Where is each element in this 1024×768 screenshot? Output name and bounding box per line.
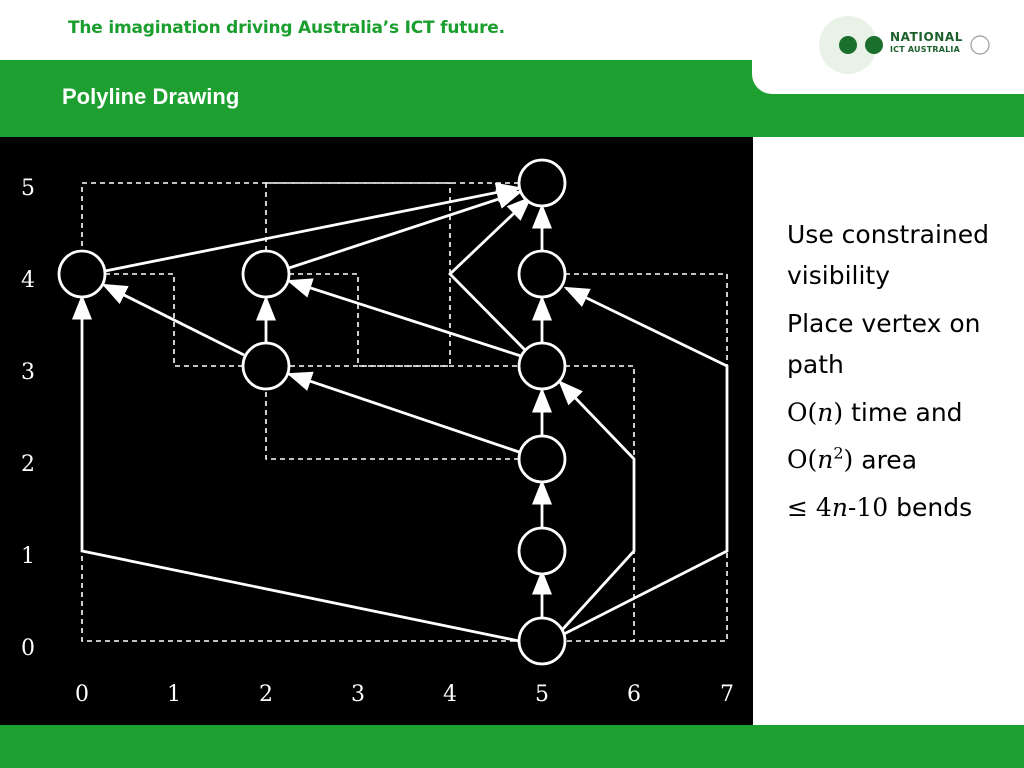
complexity-time <box>787 398 843 427</box>
bullet-list <box>787 214 1017 535</box>
edge-5-0-to-5-4 <box>564 288 727 634</box>
bullet-4 <box>787 487 1017 528</box>
x-label-3: 3 <box>351 682 365 707</box>
math-exponent: 2 <box>833 444 844 463</box>
math-var: n <box>831 493 848 523</box>
box-col-6 <box>565 366 634 641</box>
tagline: The imagination driving Australia’s ICT future. <box>68 18 505 38</box>
x-label-1: 1 <box>167 682 181 707</box>
y-label-4: 4 <box>21 268 35 293</box>
x-label-0: 0 <box>75 682 89 707</box>
x-label-4: 4 <box>443 682 457 707</box>
bend-bound <box>787 493 888 522</box>
vertex-5-2 <box>519 436 565 482</box>
axis-labels <box>21 176 734 707</box>
polyline-diagram <box>0 137 753 725</box>
math-part: O( <box>787 445 818 475</box>
y-label-0: 0 <box>21 636 35 661</box>
math-part: ) <box>833 398 844 427</box>
bullet-4-text: bends <box>888 493 973 523</box>
box-vertex-2-4 <box>289 274 519 366</box>
footer-band <box>0 725 1024 768</box>
edge-5-0-to-5-3 <box>560 382 634 630</box>
edge-5-3-to-2-4 <box>289 281 521 356</box>
vertex-5-5 <box>519 160 565 206</box>
edge-5-2-to-2-3 <box>289 374 519 452</box>
bullet-3-text-a: time and <box>843 398 963 427</box>
box-vertex-2-3 <box>266 392 519 459</box>
vertex-2-4 <box>243 251 289 297</box>
x-label-6: 6 <box>627 682 641 707</box>
vertex-2-3 <box>243 343 289 389</box>
x-label-2: 2 <box>259 682 273 707</box>
complexity-area <box>787 445 853 474</box>
polyline-drawing-svg <box>0 137 753 725</box>
bullet-3 <box>787 392 1017 480</box>
y-label-3: 3 <box>21 360 35 385</box>
bullet-1 <box>787 214 1017 296</box>
y-label-2: 2 <box>21 452 35 477</box>
vertex-5-4 <box>519 251 565 297</box>
bullet-1-text: Use constrained visibility <box>787 220 990 290</box>
vertex-5-0 <box>519 618 565 664</box>
bullet-2-text: Place vertex on path <box>787 309 981 379</box>
edge-5-0-to-0-4 <box>82 297 519 641</box>
logo-wordmark <box>890 31 963 54</box>
math-part: ≤ 4 <box>787 493 832 523</box>
vertex-5-1 <box>519 528 565 574</box>
math-var: n <box>817 398 834 427</box>
edge-0-4-to-5-5 <box>105 188 519 271</box>
vertex-5-3 <box>519 343 565 389</box>
math-part: O( <box>787 398 818 427</box>
edges <box>82 188 727 641</box>
edge-2-4-to-5-5 <box>289 192 520 268</box>
slide-title: Polyline Drawing <box>62 84 240 109</box>
math-part: ) <box>843 445 854 475</box>
bullet-3-text-b: area <box>853 445 918 475</box>
x-label-7: 7 <box>720 682 734 707</box>
math-part: -10 <box>847 493 889 523</box>
vertex-0-4 <box>59 251 105 297</box>
logo-line2: ICT AUSTRALIA <box>890 45 960 54</box>
bullet-2 <box>787 303 1017 385</box>
y-label-5: 5 <box>21 176 35 201</box>
x-label-5: 5 <box>535 682 549 707</box>
math-var: n <box>817 445 834 475</box>
logo-line1: NATIONAL <box>890 30 964 44</box>
y-label-1: 1 <box>21 544 35 569</box>
